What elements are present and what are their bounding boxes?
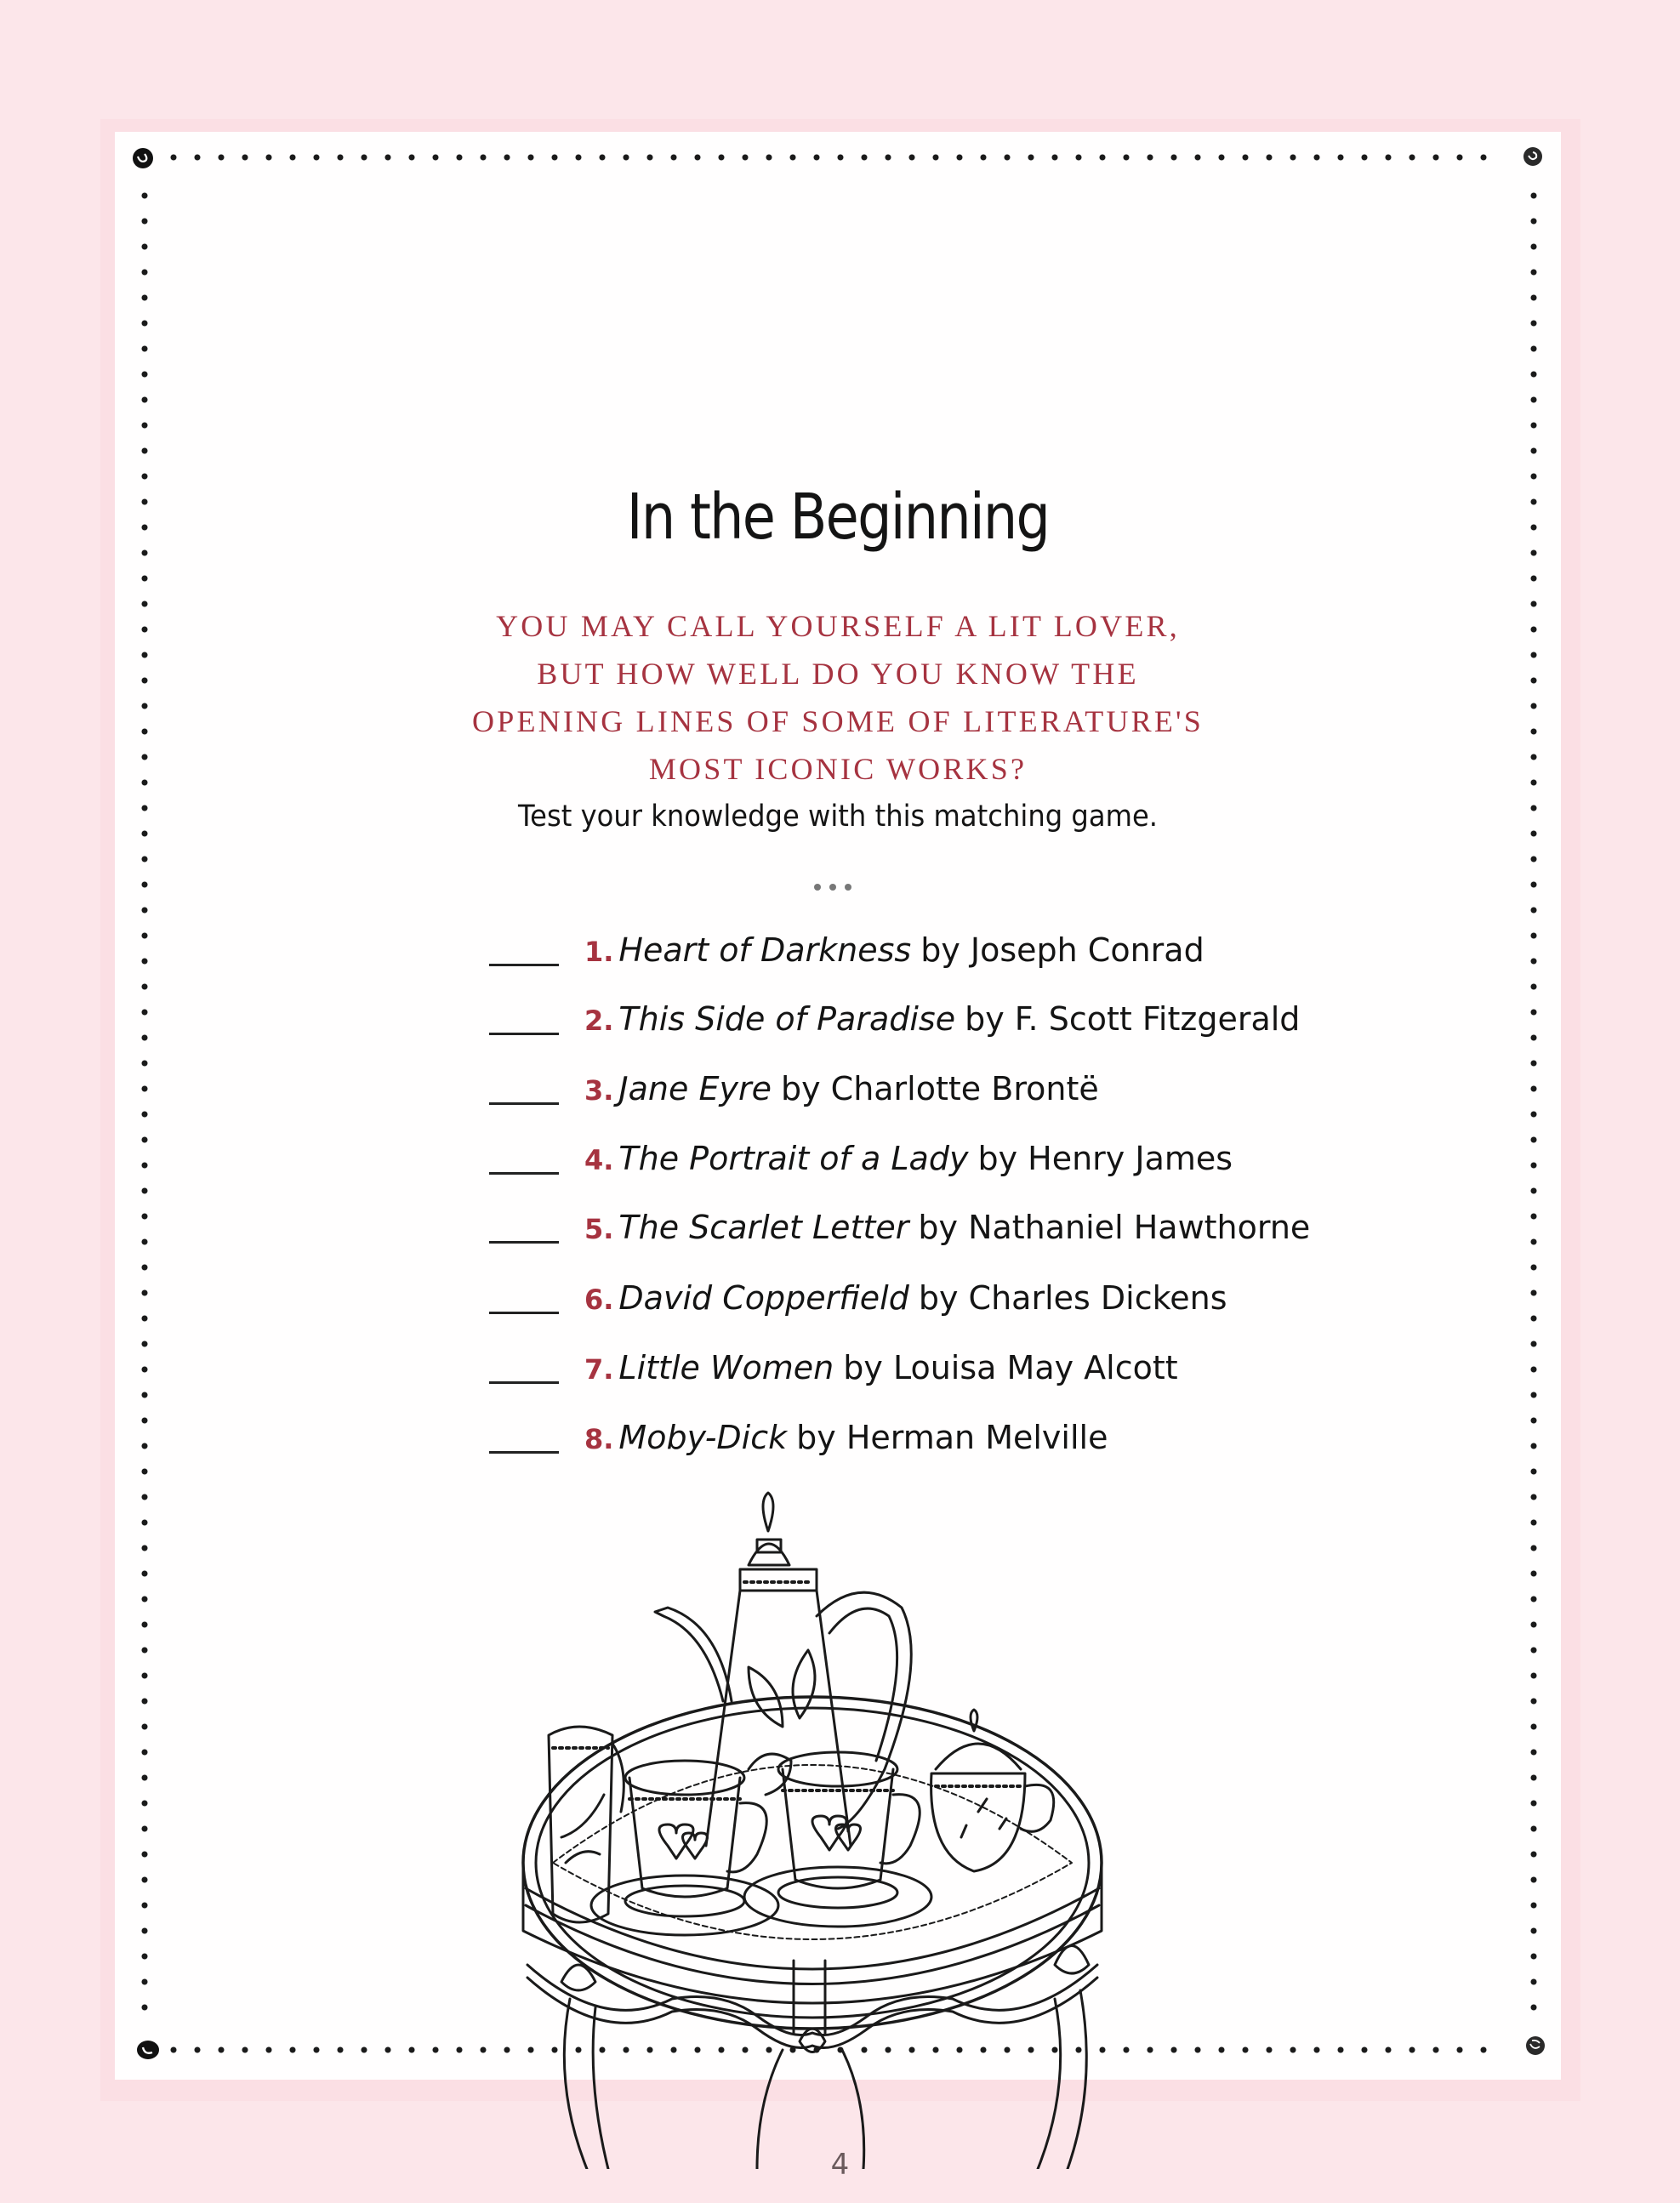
book-author: by Joseph Conrad	[920, 931, 1204, 969]
corner-swirl-icon	[130, 145, 156, 171]
book-author: by F. Scott Fitzgerald	[965, 1000, 1301, 1038]
book-title: Little Women	[618, 1349, 834, 1386]
border-right-dots	[1529, 183, 1538, 2029]
item-number: 7.	[584, 1353, 614, 1386]
border-top-dots	[162, 153, 1497, 162]
answer-blank[interactable]	[489, 1312, 559, 1314]
three-dots-divider-icon	[814, 884, 851, 891]
item-number: 2.	[584, 1005, 614, 1037]
intro-subheading	[115, 602, 1561, 793]
book-title: Heart of Darkness	[618, 931, 912, 969]
matching-item	[489, 1279, 1227, 1317]
answer-blank[interactable]	[489, 1241, 559, 1244]
border-left-dots	[140, 183, 149, 2029]
corner-swirl-icon	[135, 2037, 161, 2063]
teacup-icon	[744, 1752, 931, 1927]
answer-blank[interactable]	[489, 1033, 559, 1035]
book-author: by Henry James	[977, 1140, 1233, 1177]
matching-item	[489, 1000, 1300, 1038]
corner-swirl-icon	[1523, 2033, 1548, 2058]
instructions-text: Test your knowledge with this matching game.	[517, 800, 1159, 834]
heart-icon	[683, 1833, 708, 1859]
book-title: The Portrait of a Lady	[618, 1140, 969, 1177]
answer-blank[interactable]	[489, 1451, 559, 1454]
answer-blank[interactable]	[489, 1102, 559, 1105]
teapot-icon	[655, 1493, 911, 1846]
book-author: by Louisa May Alcott	[843, 1349, 1178, 1386]
matching-item	[489, 1349, 1178, 1386]
subheading-line: MOST ICONIC WORKS?	[648, 752, 1028, 786]
matching-item	[489, 1209, 1310, 1246]
book-author: by Charles Dickens	[918, 1279, 1227, 1317]
answer-blank[interactable]	[489, 1381, 559, 1384]
item-number: 8.	[584, 1423, 614, 1455]
creamer-icon	[549, 1727, 624, 1922]
item-number: 6.	[584, 1284, 614, 1316]
book-title: Moby-Dick	[618, 1419, 788, 1456]
book-title: This Side of Paradise	[618, 1000, 956, 1038]
matching-item	[489, 1070, 1099, 1107]
subheading-line: OPENING LINES OF SOME OF LITERATURE'S	[472, 704, 1204, 738]
book-title: The Scarlet Letter	[618, 1209, 909, 1246]
answer-blank[interactable]	[489, 1172, 559, 1175]
book-title: David Copperfield	[618, 1279, 909, 1317]
subheading-line: YOU MAY CALL YOURSELF A LIT LOVER,	[496, 609, 1180, 643]
item-number: 5.	[584, 1213, 614, 1245]
subheading-line: BUT HOW WELL DO YOU KNOW THE	[537, 657, 1139, 691]
matching-item	[489, 931, 1204, 969]
item-number: 1.	[584, 936, 614, 968]
table-icon	[523, 1697, 1102, 2169]
matching-item	[489, 1140, 1233, 1177]
matching-item	[489, 1419, 1108, 1456]
corner-swirl-icon	[1520, 144, 1546, 169]
heart-icon	[659, 1824, 693, 1859]
book-author: by Herman Melville	[796, 1419, 1108, 1456]
book-title: Jane Eyre	[618, 1070, 772, 1107]
page-title: In the Beginning	[626, 481, 1050, 554]
answer-blank[interactable]	[489, 964, 559, 966]
book-author: by Nathaniel Hawthorne	[918, 1209, 1311, 1246]
item-number: 4.	[584, 1144, 614, 1176]
heart-icon	[812, 1816, 846, 1850]
page-number: 4	[830, 2148, 850, 2182]
item-number: 3.	[584, 1074, 614, 1107]
tea-set-illustration	[502, 1489, 1114, 2169]
book-author: by Charlotte Brontë	[780, 1070, 1099, 1107]
